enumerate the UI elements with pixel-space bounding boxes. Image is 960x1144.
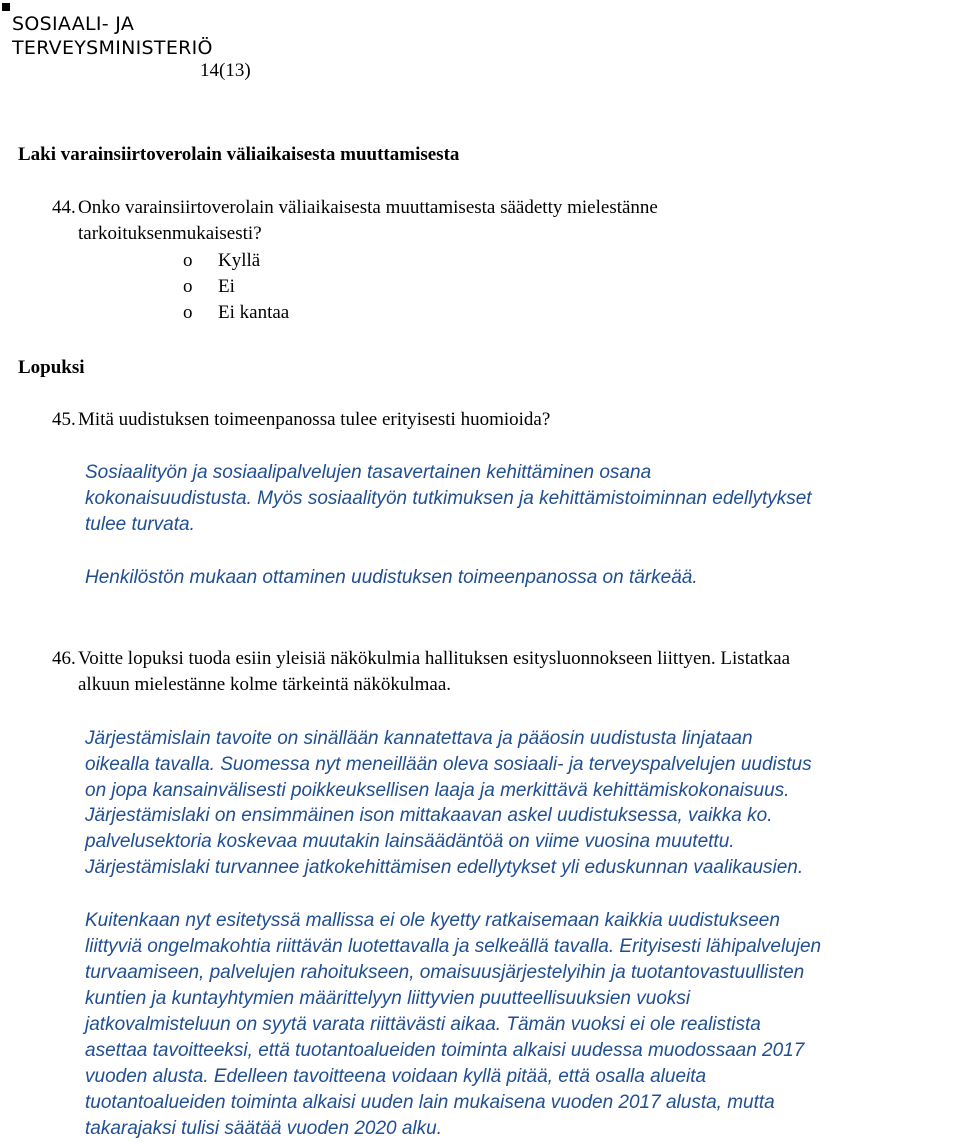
option-bullet-icon: o <box>183 302 193 323</box>
option-kylla[interactable] <box>183 248 260 274</box>
answer-46-p1-line-2: oikealla tavalla. Suomessa nyt meneillään oleva sosiaali- ja terveyspalvelujen uudistus <box>85 754 812 775</box>
answer-46-p2-line-1: Kuitenkaan nyt esitetyssä mallissa ei ole kyetty ratkaisemaan kaikkia uudistukseen <box>85 910 780 931</box>
answer-46-p2-line-3: turvaamiseen, palvelujen rahoitukseen, omaisuusjärjestelyihin ja tuotantovastuullisten <box>85 962 805 983</box>
logo-line-2: TERVEYSMINISTERIÖ <box>12 37 213 59</box>
section-title-lopuksi: Lopuksi <box>18 357 85 378</box>
option-label: Ei kantaa <box>218 302 290 323</box>
answer-46-p1-line-5: palvelusektoria koskevaa muutakin lainsäädäntöä on viime vuosina muutettu. <box>85 831 735 852</box>
answer-45-line-1: Sosiaalityön ja sosiaalipalvelujen tasavertainen kehittäminen osana <box>85 462 652 483</box>
question-46-line-2: alkuun mielestänne kolme tärkeintä näkökulmaa. <box>78 674 452 695</box>
answer-46-p2-line-5: jatkovalmisteluun on syytä varata riittävästi aikaa. Tämän vuoksi ei ole realistista <box>85 1014 761 1035</box>
answer-46-p2-line-4: kuntien ja kuntayhtymien määrittelyyn liittyvien puutteellisuuksien vuoksi <box>85 988 691 1009</box>
answer-46-p1-line-6: Järjestämislaki turvannee jatkokehittämisen edellytykset yli eduskunnan vaalikausien. <box>85 857 804 878</box>
answer-45-line-2: kokonaisuudistusta. Myös sosiaalityön tutkimuksen ja kehittämistoiminnan edellytykset <box>85 488 812 509</box>
question-44-line-1: Onko varainsiirtoverolain väliaikaisesta muuttamisesta säädetty mielestänne <box>78 197 658 218</box>
question-46 <box>52 646 790 672</box>
question-45 <box>52 407 550 433</box>
logo-square <box>2 3 10 11</box>
question-45-number: 45. <box>52 409 76 430</box>
answer-46-p2-line-8: tuotantoalueiden toiminta alkaisi uuden lain mukaisena vuoden 2017 alusta, mutta <box>85 1092 775 1113</box>
answer-46-p1-line-4: Järjestämislaki on ensimmäinen ison mittakaavan askel uudistuksessa, vaikka ko. <box>85 805 773 826</box>
answer-46-p2-line-9: takarajaksi tulisi säätää vuoden 2020 alku. <box>85 1118 443 1139</box>
answer-46-p2-line-6: asettaa tavoitteeksi, että tuotantoalueiden toiminta alkaisi uudessa muodossaan 2017 <box>85 1040 805 1061</box>
option-ei-kantaa[interactable] <box>183 300 289 326</box>
question-46-number: 46. <box>52 648 76 669</box>
option-label: Kyllä <box>218 250 261 271</box>
answer-46-p2-line-2: liittyviä ongelmakohtia riittävän luotettavalla ja selkeällä tavalla. Erityisesti lähipalvelujen <box>85 936 822 957</box>
page-number: 14(13) <box>200 60 251 81</box>
option-bullet-icon: o <box>183 250 193 271</box>
answer-46-p1-line-1: Järjestämislain tavoite on sinällään kannatettava ja pääosin uudistusta linjataan <box>85 728 753 749</box>
option-bullet-icon: o <box>183 276 193 297</box>
answer-45-line-4: Henkilöstön mukaan ottaminen uudistuksen toimeenpanossa on tärkeää. <box>85 567 698 588</box>
option-label: Ei <box>218 276 235 297</box>
answer-46-p2-line-7: vuoden alusta. Edelleen tavoitteena voidaan kyllä pitää, että osalla alueita <box>85 1066 707 1087</box>
option-ei[interactable] <box>183 274 235 300</box>
section-title-varainsiirtovero: Laki varainsiirtoverolain väliaikaisesta muuttamisesta <box>18 144 460 165</box>
question-44-number: 44. <box>52 197 76 218</box>
question-46-line-1: Voitte lopuksi tuoda esiin yleisiä näkökulmia hallituksen esitysluonnokseen liittyen. Listatkaa <box>78 648 791 669</box>
answer-46-p1-line-3: on jopa kansainvälisesti poikkeuksellisen laaja ja merkittävä kehittämiskokonaisuus. <box>85 780 790 801</box>
question-44 <box>52 195 658 221</box>
answer-45-line-3: tulee turvata. <box>85 514 195 535</box>
logo-line-1: SOSIAALI- JA <box>12 13 135 35</box>
question-45-text: Mitä uudistuksen toimeenpanossa tulee erityisesti huomioida? <box>78 409 551 430</box>
question-44-line-2: tarkoituksenmukaisesti? <box>78 223 262 244</box>
